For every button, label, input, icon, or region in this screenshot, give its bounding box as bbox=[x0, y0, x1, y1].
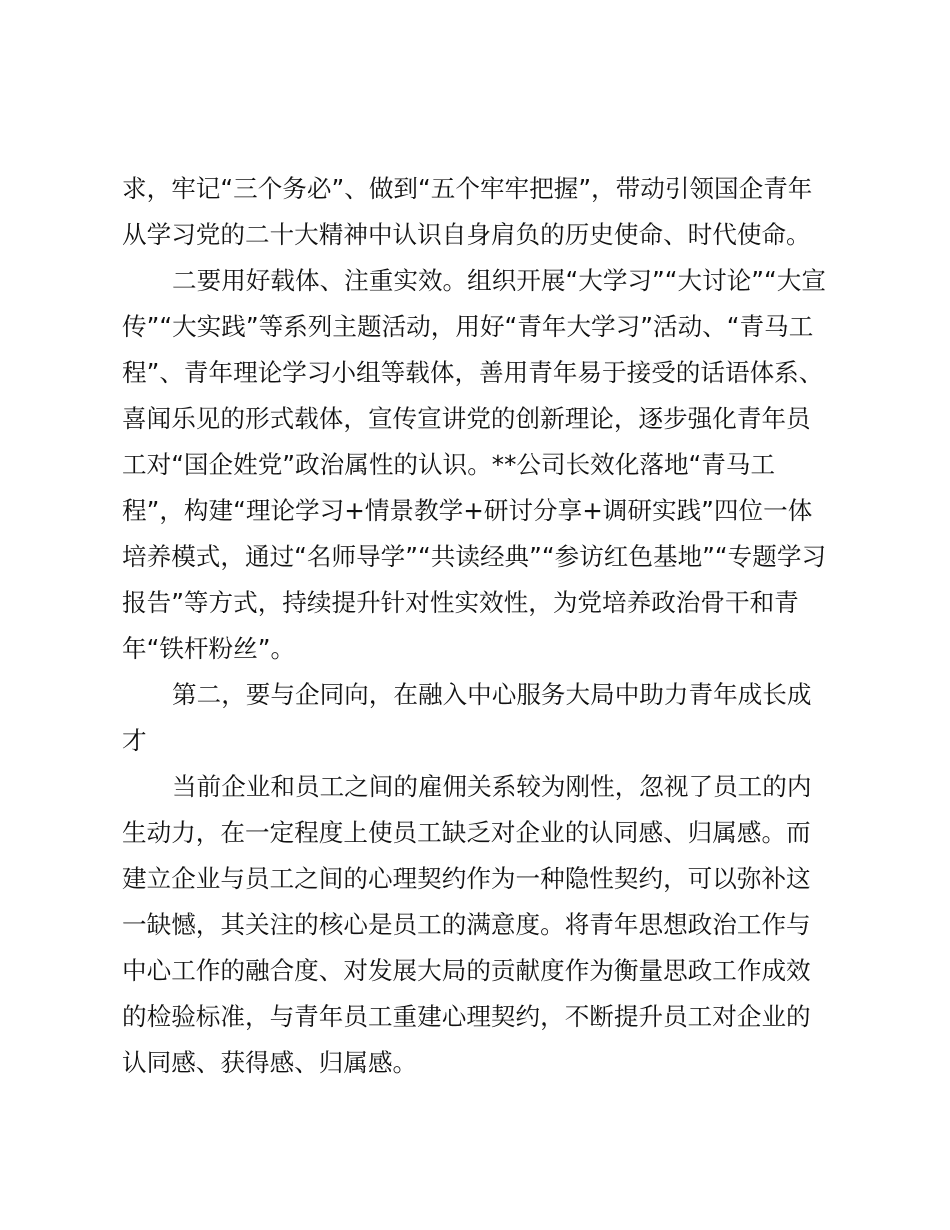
text-line: 认同感、获得感、归属感。 bbox=[122, 1048, 418, 1077]
text-line: 程”、青年理论学习小组等载体，善用青年易于接受的话语体系、 bbox=[122, 358, 824, 387]
text-line: 培养模式，通过“名师导学”“共读经典”“参访红色基地”“专题学习 bbox=[122, 542, 827, 571]
text-line: 工对“国企姓党”政治属性的认识。**公司长效化落地“青马工 bbox=[122, 450, 776, 479]
text-line: 中心工作的融合度、对发展大局的贡献度作为衡量思政工作成效 bbox=[122, 956, 811, 985]
paragraph-start-line: 当前企业和员工之间的雇佣关系较为刚性，忽视了员工的内 bbox=[172, 772, 812, 801]
text-line: 年“铁杆粉丝”。 bbox=[122, 634, 296, 663]
text-line: 一缺憾，其关注的核心是员工的满意度。将青年思想政治工作与 bbox=[122, 910, 811, 939]
paragraph-start-line: 二要用好载体、注重实效。组织开展“大学习”“大讨论”“大宣 bbox=[172, 266, 826, 295]
text-line: 报告”等方式，持续提升针对性实效性，为党培养政治骨干和青 bbox=[122, 588, 799, 617]
document-body bbox=[122, 166, 838, 1086]
text-line: 的检验标准，与青年员工重建心理契约，不断提升员工对企业的 bbox=[122, 1002, 811, 1031]
section-heading-line: 第二，要与企同向，在融入中心服务大局中助力青年成长成 bbox=[172, 680, 812, 709]
text-line: 从学习党的二十大精神中认识自身肩负的历史使命、时代使命。 bbox=[122, 220, 811, 249]
text-line: 建立企业与员工之间的心理契约作为一种隐性契约，可以弥补这 bbox=[122, 864, 811, 893]
text-line: 求，牢记“三个务必”、做到“五个牢牢把握”，带动引领国企青年 bbox=[122, 174, 813, 203]
text-line: 传”“大实践”等系列主题活动，用好“青年大学习”活动、“青马工 bbox=[122, 312, 814, 341]
section-heading-line: 才 bbox=[122, 726, 147, 755]
text-line: 生动力，在一定程度上使员工缺乏对企业的认同感、归属感。而 bbox=[122, 818, 811, 847]
text-line: 程”，构建“理论学习+情景教学+研讨分享+调研实践”四位一体 bbox=[122, 496, 813, 525]
text-line: 喜闻乐见的形式载体，宣传宣讲党的创新理论，逐步强化青年员 bbox=[122, 404, 811, 433]
